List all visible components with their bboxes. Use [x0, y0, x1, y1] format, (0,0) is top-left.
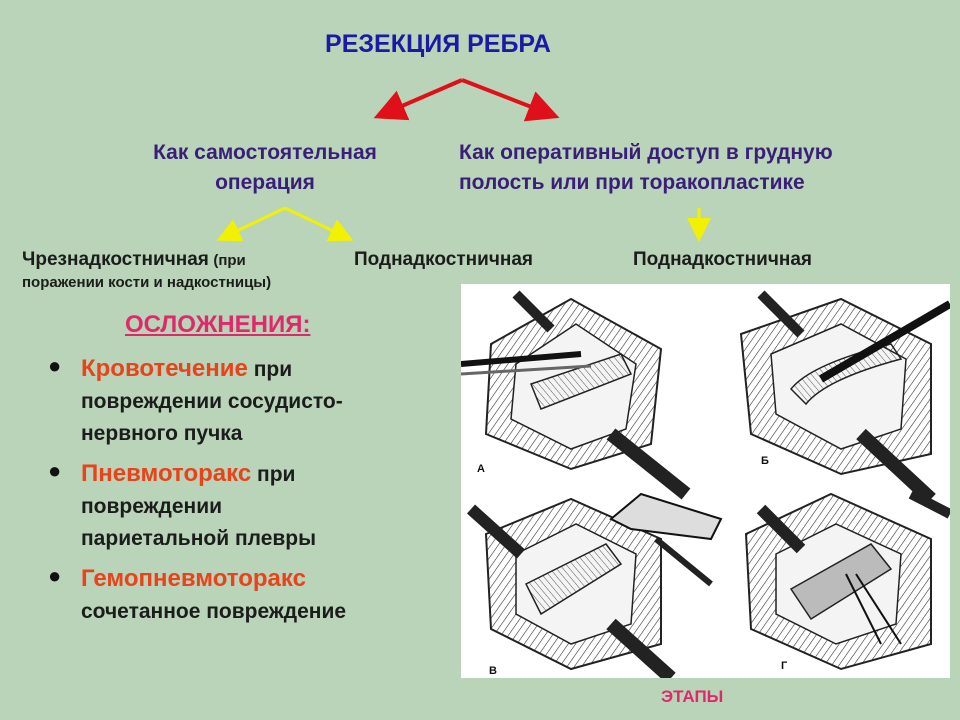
- surgery-illustration: [461, 284, 950, 678]
- subtype-transperiosteal-note-2: поражении кости и надкостницы): [22, 274, 272, 291]
- bullet-icon: ●: [48, 458, 62, 483]
- complication-desc: нервного пучка: [81, 422, 243, 445]
- complication-term: Гемопневмоторакс: [81, 565, 306, 592]
- complication-desc: париетальной плевры: [81, 527, 317, 550]
- subtype-transperiosteal: [22, 249, 352, 291]
- panel-label-a: А: [477, 463, 485, 475]
- branch-access: [459, 138, 949, 198]
- branch-standalone-line2: операция: [215, 171, 315, 194]
- yellow-arrow-left: [222, 208, 285, 238]
- branch-access-line2: полость или при торакопластике: [459, 171, 805, 194]
- subtype-subperiosteal-right: Поднадкостничная: [633, 249, 812, 270]
- subtype-transperiosteal-note: (при: [213, 252, 246, 269]
- bullet-icon: ●: [48, 353, 62, 378]
- red-arrow-left: [381, 80, 462, 115]
- panel-b: [741, 294, 950, 499]
- branch-standalone: [115, 138, 415, 198]
- panel-a: [461, 294, 686, 494]
- panel-label-b: Б: [761, 455, 769, 467]
- slide-title: РЕЗЕКЦИЯ РЕБРА: [325, 30, 551, 58]
- panel-label-g: Г: [781, 660, 788, 672]
- subtype-transperiosteal-label: Чрезнадкостничная: [22, 249, 209, 270]
- branch-access-line1: Как оперативный доступ в грудную: [459, 141, 833, 164]
- figure-caption: ЭТАПЫ: [661, 687, 724, 706]
- yellow-arrow-right: [285, 208, 348, 238]
- complication-item: [40, 458, 440, 555]
- complication-desc: сочетанное повреждение: [81, 600, 347, 623]
- complication-desc: повреждении сосудисто-: [81, 390, 343, 413]
- complication-desc: повреждении: [81, 495, 223, 518]
- complications-heading: ОСЛОЖНЕНИЯ:: [125, 311, 311, 338]
- branch-standalone-line1: Как самостоятельная: [153, 141, 377, 164]
- panel-v: [471, 494, 721, 678]
- complication-item: [40, 563, 440, 628]
- complication-term: Кровотечение: [81, 355, 248, 382]
- complication-desc: при: [247, 358, 293, 381]
- surgery-stages-figure: [461, 284, 950, 678]
- bullet-icon: ●: [48, 563, 62, 588]
- subtype-subperiosteal-left: Поднадкостничная: [354, 249, 533, 270]
- red-arrow-right: [462, 80, 552, 115]
- panel-label-v: В: [489, 665, 497, 677]
- complication-item: [40, 353, 440, 450]
- complication-term: Пневмоторакс: [81, 460, 252, 487]
- panel-g: [746, 494, 950, 669]
- complications-list: [40, 353, 440, 636]
- complication-desc: при: [251, 463, 296, 486]
